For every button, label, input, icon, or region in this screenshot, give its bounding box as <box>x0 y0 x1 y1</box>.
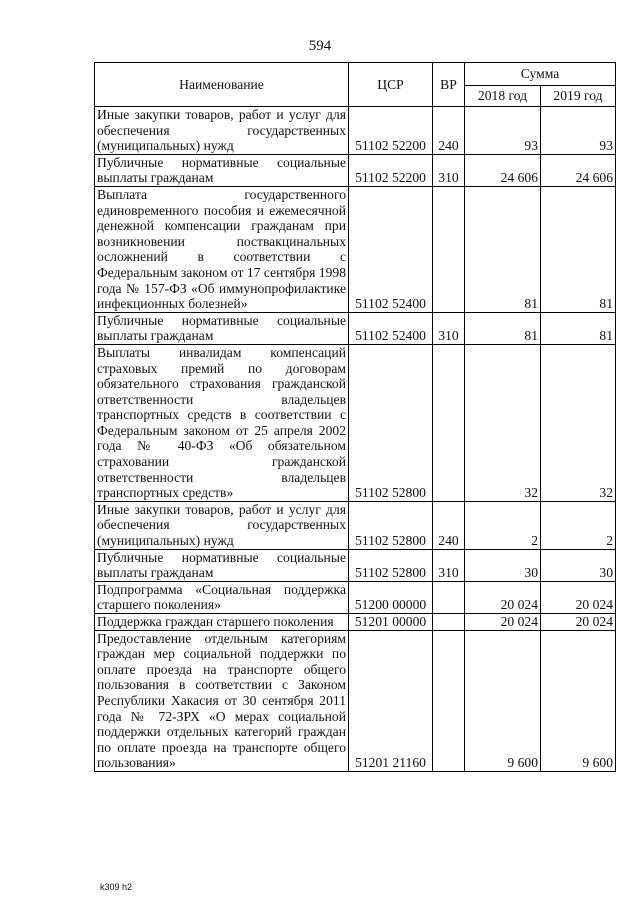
row-sum-2018: 20 024 <box>465 614 541 631</box>
header-csr: ЦСР <box>349 63 433 107</box>
row-sum-2019: 20 024 <box>541 581 616 613</box>
row-sum-2019: 32 <box>541 344 616 501</box>
table-row <box>95 581 616 613</box>
row-vr: 310 <box>433 154 465 186</box>
row-csr: 51102 52800 <box>349 549 433 581</box>
row-vr <box>433 186 465 312</box>
row-name: Выплата государственного единовременного пособия и ежемесячной денежной компенсации гражданам при возникновении поствакцинальных осложнений в соответствии с Федеральным законом от 17 сентября 1998 года № 157-ФЗ «Об иммунопрофилактике инфекционных болезней» <box>95 186 349 312</box>
footer-code: k309 h2 <box>100 882 133 892</box>
row-vr: 310 <box>433 312 465 344</box>
row-name: Иные закупки товаров, работ и услуг для обеспечения государственных (муниципальных) нужд <box>95 501 349 549</box>
row-name: Публичные нормативные социальные выплаты гражданам <box>95 154 349 186</box>
row-sum-2019: 9 600 <box>541 630 616 771</box>
row-sum-2018: 30 <box>465 549 541 581</box>
row-csr: 51102 52800 <box>349 501 433 549</box>
table-row <box>95 312 616 344</box>
row-sum-2019: 81 <box>541 312 616 344</box>
table-row <box>95 630 616 771</box>
header-year-2018: 2018 год <box>465 86 541 107</box>
row-csr: 51102 52400 <box>349 186 433 312</box>
row-sum-2018: 2 <box>465 501 541 549</box>
row-sum-2019: 93 <box>541 107 616 155</box>
row-sum-2018: 81 <box>465 312 541 344</box>
table-row <box>95 614 616 631</box>
row-csr: 51200 00000 <box>349 581 433 613</box>
header-year-2019: 2019 год <box>541 86 616 107</box>
row-name: Подпрограмма «Социальная поддержка старшего поколения» <box>95 581 349 613</box>
table-row <box>95 154 616 186</box>
header-vr: ВР <box>433 63 465 107</box>
row-sum-2019: 24 606 <box>541 154 616 186</box>
table-row <box>95 344 616 501</box>
row-sum-2018: 32 <box>465 344 541 501</box>
row-csr: 51102 52200 <box>349 107 433 155</box>
table-row <box>95 107 616 155</box>
row-vr: 240 <box>433 107 465 155</box>
row-name: Поддержка граждан старшего поколения <box>95 614 349 631</box>
row-name: Предоставление отдельным категориям граждан мер социальной поддержки по оплате проезда на транспорте общего пользования в соответствии с Законом Республики Хакасия от 30 сентября 2011 года № 72-ЗРХ «О мерах социальной поддержки отдельных категорий граждан по оплате проезда на транспорте общего пользования» <box>95 630 349 771</box>
table-row <box>95 549 616 581</box>
row-sum-2018: 9 600 <box>465 630 541 771</box>
row-csr: 51201 00000 <box>349 614 433 631</box>
row-csr: 51102 52200 <box>349 154 433 186</box>
header-name: Наименование <box>95 63 349 107</box>
budget-table <box>94 62 616 772</box>
row-vr <box>433 614 465 631</box>
row-name: Выплаты инвалидам компенсаций страховых премий по договорам обязательного страхования гражданской ответственности владельцев транспортных средств в соответствии с Федеральным законом от 25 апреля 2002 года № 40-ФЗ «Об обязательном страховании гражданской ответственности владельцев транспортных средств» <box>95 344 349 501</box>
row-sum-2018: 93 <box>465 107 541 155</box>
row-sum-2019: 30 <box>541 549 616 581</box>
row-sum-2018: 81 <box>465 186 541 312</box>
row-sum-2019: 2 <box>541 501 616 549</box>
row-sum-2018: 20 024 <box>465 581 541 613</box>
row-sum-2019: 81 <box>541 186 616 312</box>
page-number: 594 <box>308 38 332 54</box>
row-vr: 240 <box>433 501 465 549</box>
row-csr: 51102 52800 <box>349 344 433 501</box>
row-sum-2018: 24 606 <box>465 154 541 186</box>
row-vr: 310 <box>433 549 465 581</box>
table-row <box>95 186 616 312</box>
row-sum-2019: 20 024 <box>541 614 616 631</box>
row-csr: 51201 21160 <box>349 630 433 771</box>
table-row <box>95 501 616 549</box>
row-vr <box>433 344 465 501</box>
row-csr: 51102 52400 <box>349 312 433 344</box>
header-sum: Сумма <box>465 63 616 86</box>
row-name: Публичные нормативные социальные выплаты гражданам <box>95 549 349 581</box>
row-vr <box>433 581 465 613</box>
row-name: Публичные нормативные социальные выплаты гражданам <box>95 312 349 344</box>
row-vr <box>433 630 465 771</box>
row-name: Иные закупки товаров, работ и услуг для обеспечения государственных (муниципальных) нужд <box>95 107 349 155</box>
